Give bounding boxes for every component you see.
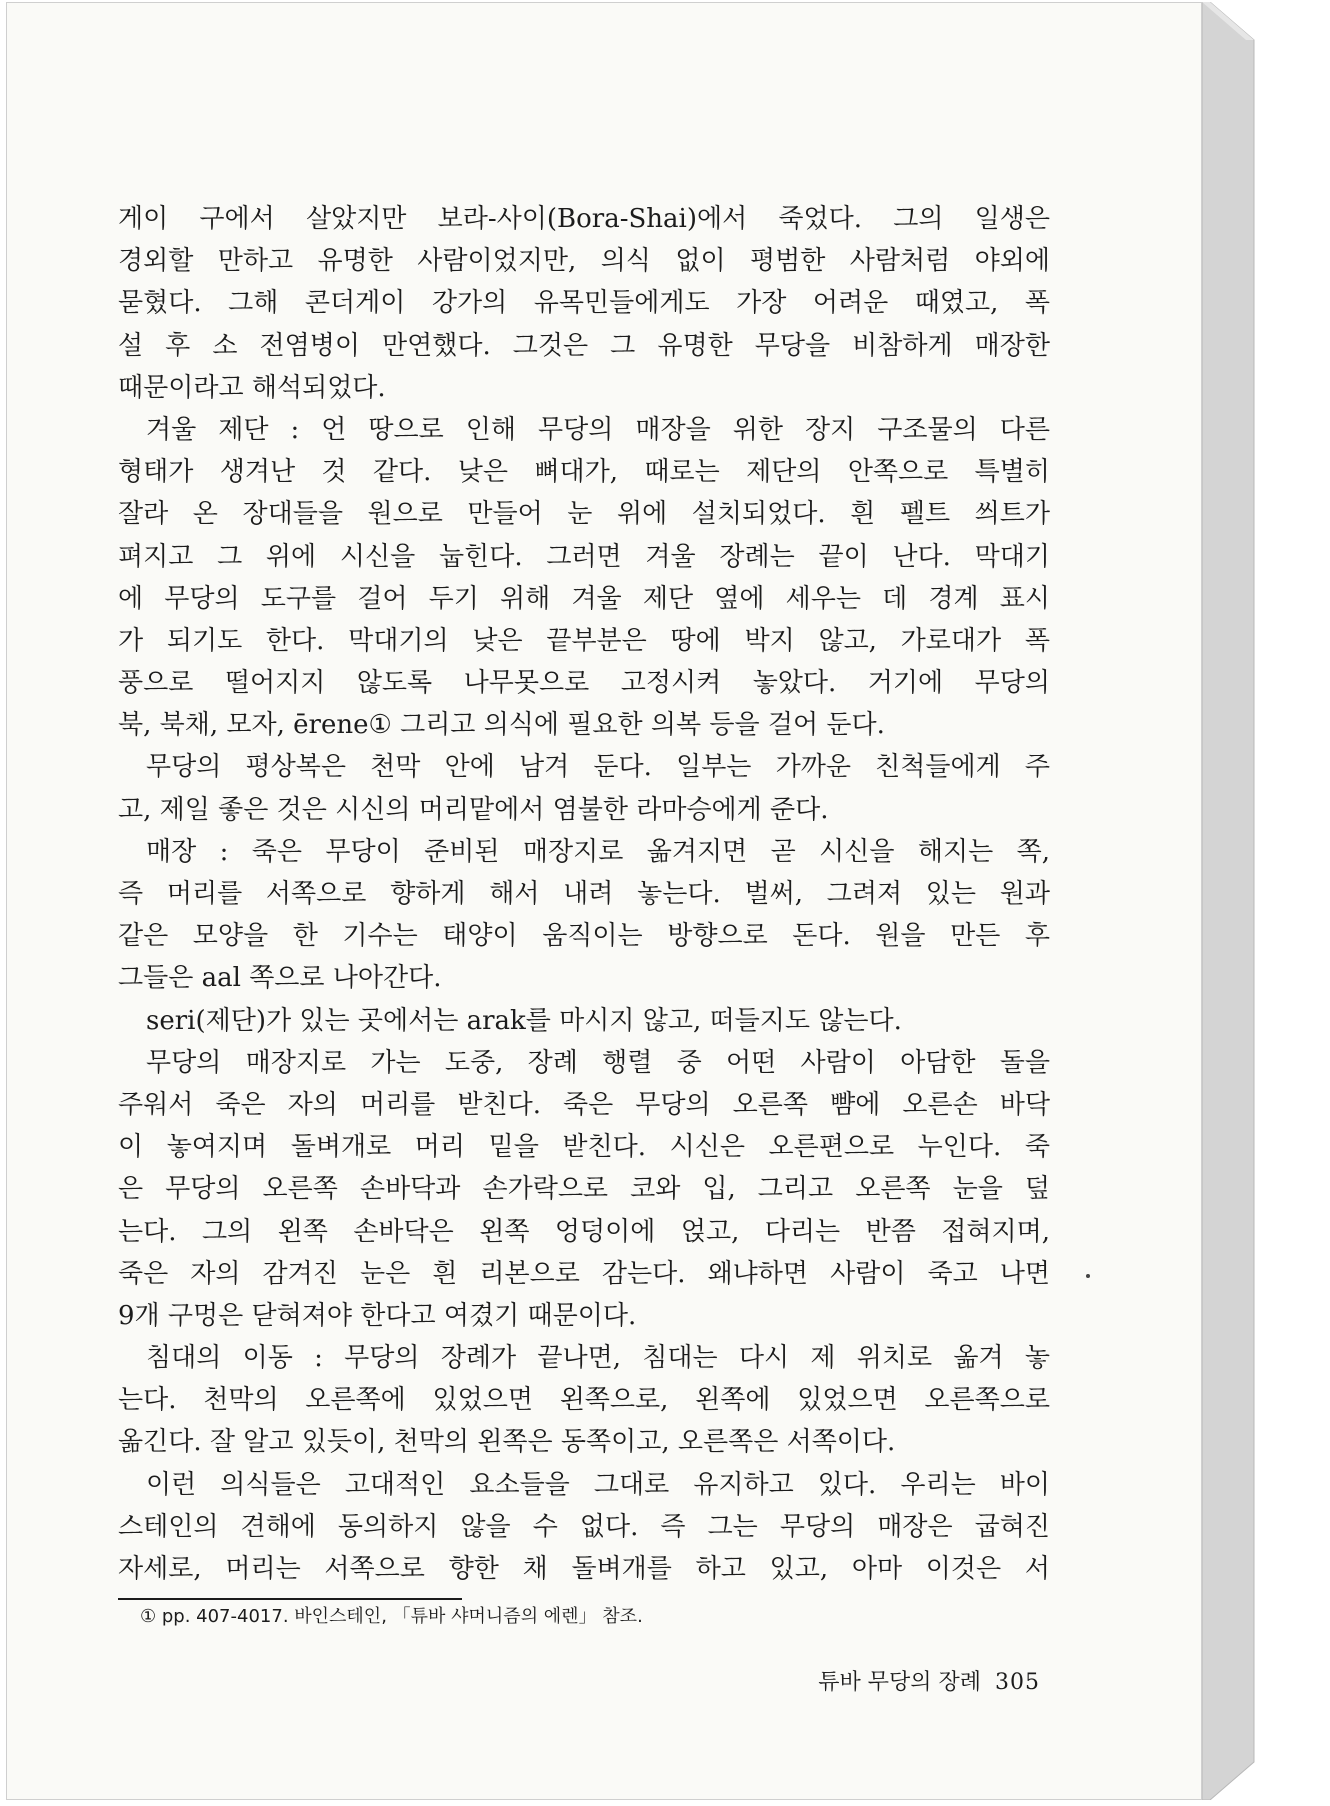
running-footer <box>700 1668 1040 1698</box>
body-line: 는다. 천막의 오른쪽에 있었으면 왼쪽으로, 왼쪽에 있었으면 오른쪽으로 <box>118 1385 1050 1416</box>
book-spine-edge <box>1202 2 1262 1800</box>
body-line: 북, 북채, 모자, ērene① 그리고 의식에 필요한 의복 등을 걸어 둔다. <box>118 710 885 741</box>
body-line: 고, 제일 좋은 것은 시신의 머리맡에서 염불한 라마승에게 준다. <box>118 794 829 825</box>
body-line: 묻혔다. 그해 콘더게이 강가의 유목민들에게도 가장 어려운 때였고, 폭 <box>118 288 1050 319</box>
body-line: 무당의 매장지로 가는 도중, 장례 행렬 중 어떤 사람이 아담한 돌을 <box>146 1047 1050 1078</box>
body-line: 경외할 만하고 유명한 사람이었지만, 의식 없이 평범한 사람처럼 야외에 <box>118 246 1050 277</box>
running-title: 튜바 무당의 장례 <box>818 1670 981 1695</box>
book-spine-shape <box>1202 2 1262 1800</box>
body-line: 때문이라고 해석되었다. <box>118 372 386 403</box>
scan-speck <box>1086 1274 1090 1278</box>
body-line: 즉 머리를 서쪽으로 향하게 해서 내려 놓는다. 벌써, 그려져 있는 원과 <box>118 879 1050 909</box>
body-line: 스테인의 견해에 동의하지 않을 수 없다. 즉 그는 무당의 매장은 굽혀진 <box>118 1511 1050 1542</box>
body-line: 가 되기도 한다. 막대기의 낮은 끝부분은 땅에 박지 않고, 가로대가 폭 <box>118 625 1050 656</box>
body-line: 그들은 aal 쪽으로 나아간다. <box>118 963 442 994</box>
body-line: 죽은 자의 감겨진 눈은 흰 리본으로 감는다. 왜냐하면 사람이 죽고 나면 <box>118 1258 1050 1289</box>
body-line: 주워서 죽은 자의 머리를 받친다. 죽은 무당의 오른쪽 뺨에 오른손 바닥 <box>118 1089 1050 1120</box>
body-line: 9개 구멍은 닫혀져야 한다고 여겼기 때문이다. <box>118 1300 637 1331</box>
body-line: 설 후 소 전염병이 만연했다. 그것은 그 유명한 무당을 비참하게 매장한 <box>118 330 1050 361</box>
body-line: 펴지고 그 위에 시신을 눕힌다. 그러면 겨울 장례는 끝이 난다. 막대기 <box>118 541 1050 572</box>
body-line: 풍으로 떨어지지 않도록 나무못으로 고정시켜 놓았다. 거기에 무당의 <box>118 668 1050 699</box>
body-line: 에 무당의 도구를 걸어 두기 위해 겨울 제단 옆에 세우는 데 경계 표시 <box>118 583 1050 614</box>
body-text <box>118 198 1050 1590</box>
body-line: 이런 의식들은 고대적인 요소들을 그대로 유지하고 있다. 우리는 바이 <box>146 1469 1050 1500</box>
body-line: 침대의 이동 : 무당의 장례가 끝나면, 침대는 다시 제 위치로 옮겨 놓 <box>146 1343 1050 1374</box>
body-line: 이 놓여지며 돌벼개로 머리 밑을 받친다. 시신은 오른편으로 누인다. 죽 <box>118 1132 1050 1163</box>
body-line: 같은 모양을 한 기수는 태양이 움직이는 방향으로 돈다. 원을 만든 후 <box>118 921 1050 952</box>
body-line: 형태가 생겨난 것 같다. 낮은 뼈대가, 때로는 제단의 안쪽으로 특별히 <box>118 457 1050 488</box>
body-line: 게이 구에서 살았지만 보라-사이(Bora-Shai)에서 죽었다. 그의 일생은 <box>118 204 1050 234</box>
footnote-rule <box>118 1598 462 1600</box>
footnote: ① pp. 407-4017. 바인스테인, 「튜바 샤머니즘의 에렌」 참조. <box>140 1606 643 1627</box>
body-line: 옮긴다. 잘 알고 있듯이, 천막의 왼쪽은 동쪽이고, 오른쪽은 서쪽이다. <box>118 1427 896 1458</box>
body-line: 자세로, 머리는 서쪽으로 향한 채 돌벼개를 하고 있고, 아마 이것은 서 <box>118 1554 1050 1584</box>
body-line: seri(제단)가 있는 곳에서는 arak를 마시지 않고, 떠들지도 않는다. <box>146 1005 902 1036</box>
body-line: 잘라 온 장대들을 원으로 만들어 눈 위에 설치되었다. 흰 펠트 씌트가 <box>118 499 1050 530</box>
body-line: 매장 : 죽은 무당이 준비된 매장지로 옮겨지면 곧 시신을 해지는 쪽, <box>146 836 1050 867</box>
body-line: 은 무당의 오른쪽 손바닥과 손가락으로 코와 입, 그리고 오른쪽 눈을 덮 <box>118 1174 1050 1205</box>
body-line: 무당의 평상복은 천막 안에 남겨 둔다. 일부는 가까운 친척들에게 주 <box>146 752 1050 783</box>
body-line: 는다. 그의 왼쪽 손바닥은 왼쪽 엉덩이에 얹고, 다리는 반쯤 접혀지며, <box>118 1216 1050 1247</box>
page-number: 305 <box>995 1670 1040 1695</box>
body-line: 겨울 제단 : 언 땅으로 인해 무당의 매장을 위한 장지 구조물의 다른 <box>146 414 1050 445</box>
